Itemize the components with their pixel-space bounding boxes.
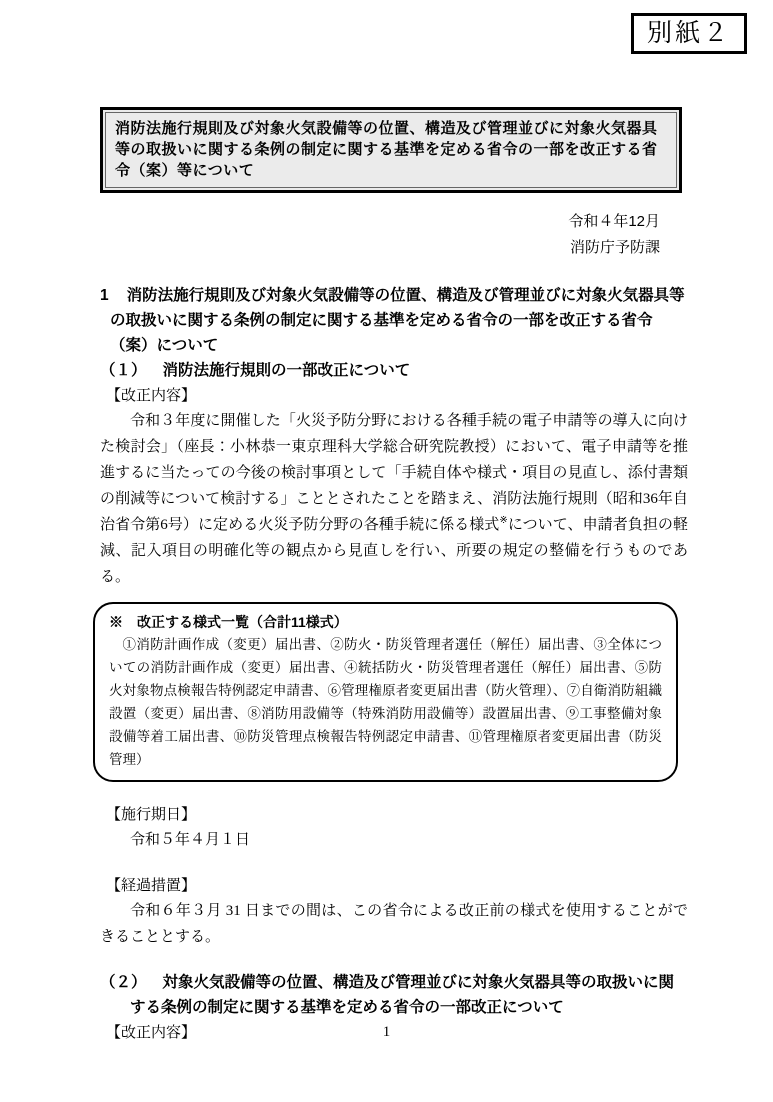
date-block — [100, 209, 688, 261]
section-1-2-heading-text: 対象火気設備等の位置、構造及び管理並びに対象火気器具等の取扱いに関する条例の制定に関する基準を定める省令の一部改正について — [130, 974, 675, 1016]
attachment-label: 別紙２ — [646, 19, 731, 47]
reference-mark: ※ — [499, 515, 508, 526]
revision-content-label-2: 【改正内容】 — [106, 1024, 197, 1041]
revision-body-before-ref: 令和３年度に開催した「火災予防分野における各種手続の電子申請等の導入に向けた検討会」（座長：小林恭一東京理科大学総合研究院教授）において、電子申請等を推進するに当たっての今後の検討事項として「手続自体や様式・項目の見直し、添付書類の削減等について検討する」こととされたことを踏まえ、消防法施行規則（昭和36年自治省令第6号）に定める火災予防分野の各種手続に係る様式 — [100, 413, 688, 533]
document-author: 消防庁予防課 — [569, 239, 660, 256]
document-title-box — [100, 107, 682, 193]
note-box-body: ①消防計画作成（変更）届出書、②防火・防災管理者選任（解任）届出書、③全体についての消防計画作成（変更）届出書、④統括防火・防災管理者選任（解任）届出書、⑤防火対象物点検報告特例認定申請書、⑥管理権原者変更届出書（防火管理）、⑦自衛消防組織設置（変更）届出書、⑧消防用設備等（特殊消防用設備等）設置届出書、⑨工事整備対象設備等着工届出書、⑩防災管理点検報告特例認定申請書、⑪管理権原者変更届出書（防災管理） — [109, 637, 662, 767]
document-title: 消防法施行規則及び対象火気設備等の位置、構造及び管理並びに対象火気器具等の取扱いに関する条例の制定に関する基準を定める省令の一部を改正する省令（案）等について — [105, 112, 677, 188]
section-1-heading — [100, 283, 688, 358]
transitional-measures-body: 令和６年３月 31 日までの間は、この省令による改正前の様式を使用することができることとする。 — [100, 903, 688, 945]
effective-date-value: 令和５年４月１日 — [130, 832, 251, 848]
document-content — [100, 0, 688, 1045]
revision-content-label-1: 【改正内容】 — [106, 387, 197, 404]
transitional-measures-label: 【経過措置】 — [106, 877, 197, 894]
revision-body-paragraph — [100, 408, 688, 590]
section-1-1-heading-text: 消防法施行規則の一部改正について — [162, 362, 411, 379]
section-1-1-number: （１） — [100, 362, 147, 379]
note-box-title: ※ 改正する様式一覧（合計11様式） — [109, 614, 348, 630]
document-date: 令和４年12月 — [568, 213, 660, 230]
section-1-heading-text: 消防法施行規則及び対象火気設備等の位置、構造及び管理並びに対象火気器具等の取扱いに関する条例の制定に関する基準を定める省令の一部を改正する省令（案）について — [110, 287, 685, 354]
section-1-2-heading — [100, 970, 688, 1020]
effective-date-label: 【施行期日】 — [106, 806, 197, 823]
revision-body-after-ref: について、申請者負担の軽減、記入項目の明確化等の観点から見直しを行い、所要の規定の整備を行うものである。 — [100, 517, 688, 585]
section-1-2-number: （２） — [100, 974, 147, 991]
page-number: 1 — [382, 1024, 391, 1040]
section-1-number: 1 — [100, 287, 109, 304]
revised-forms-note-box — [93, 602, 678, 782]
section-1-1-heading — [100, 358, 688, 383]
